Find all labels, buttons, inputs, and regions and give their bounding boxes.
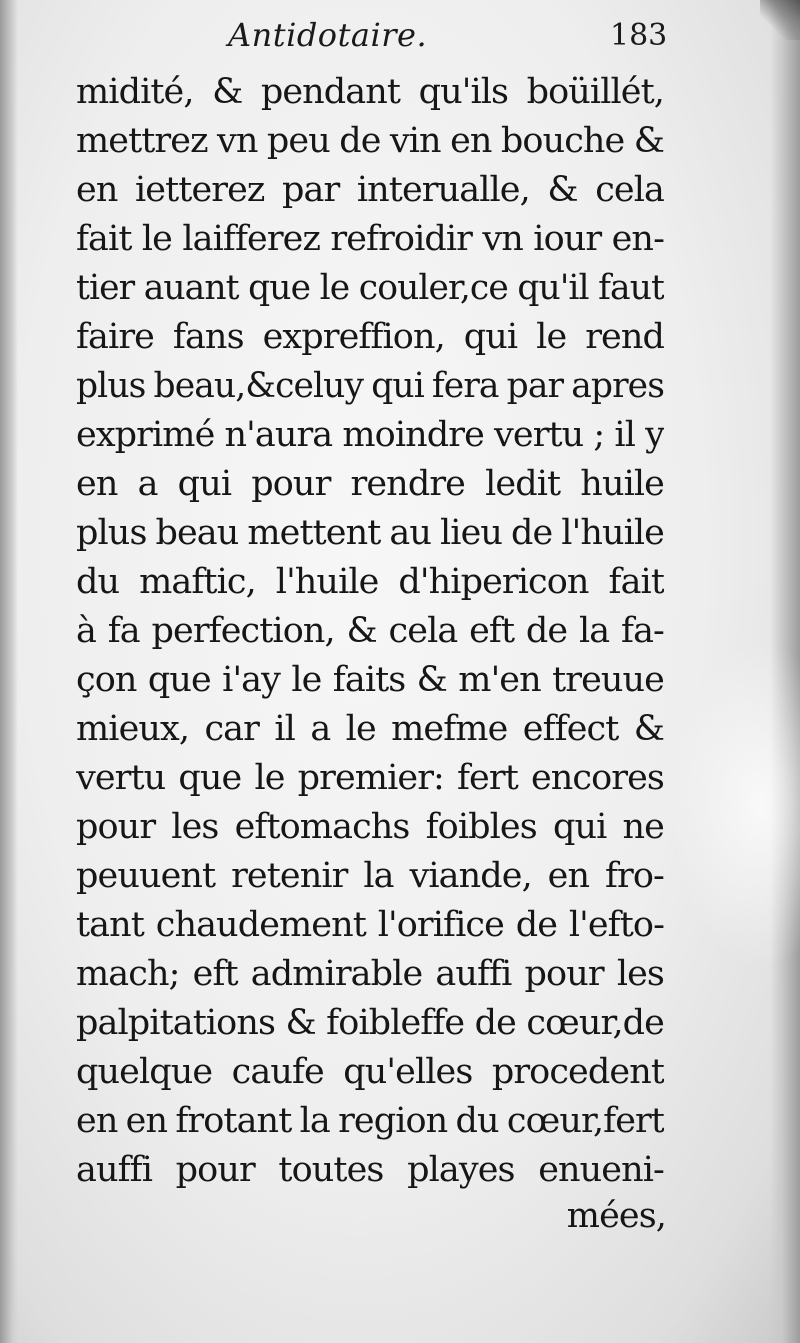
text-line: exprimé n'aura moindre vertu ; il y (76, 415, 664, 455)
text-line: vertu que le premier: fert encores (76, 758, 664, 798)
text-line: çon que i'ay le faits & m'en treuue (76, 660, 664, 700)
text-line: quelque caufe qu'elles procedent (76, 1052, 664, 1092)
text-line: plus beau mettent au lieu de l'huile (76, 513, 664, 553)
page-gutter-shadow (0, 0, 18, 1343)
text-line: auffi pour toutes playes enueni- (76, 1150, 664, 1190)
catchword: mées, (566, 1196, 666, 1236)
text-line: peuuent retenir la viande, en fro- (76, 856, 664, 896)
paper-stain (670, 640, 800, 970)
text-line: en a qui pour rendre ledit huile (76, 464, 664, 504)
text-line: plus beau,&celuy qui fera par apres (76, 366, 664, 406)
text-line: tant chaudement l'orifice de l'efto- (76, 905, 664, 945)
text-line: palpitations & foibleffe de cœur,de (76, 1003, 664, 1043)
body-text (76, 68, 664, 1195)
running-title: Antidotaire. (228, 16, 428, 54)
text-line: mieux, car il a le mefme effect & (76, 709, 664, 749)
text-line: en ietterez par interualle, & cela (76, 170, 664, 210)
text-line: à fa perfection, & cela eft de la fa- (76, 611, 664, 651)
text-line: fait le laifferez refroidir vn iour en- (76, 219, 664, 259)
text-line: mach; eft admirable auffi pour les (76, 954, 664, 994)
text-line: faire fans expreffion, qui le rend (76, 317, 664, 357)
page-number: 183 (610, 18, 668, 53)
text-line: tier auant que le couler,ce qu'il faut (76, 268, 664, 308)
text-line: pour les eftomachs foibles qui ne (76, 807, 664, 847)
running-head (0, 16, 800, 60)
text-line: mettrez vn peu de vin en bouche & (76, 121, 664, 161)
text-line: midité, & pendant qu'ils boüillét, (76, 72, 664, 112)
text-line: en en frotant la region du cœur,fert (76, 1101, 664, 1141)
text-line: du maftic, l'huile d'hipericon fait (76, 562, 664, 602)
